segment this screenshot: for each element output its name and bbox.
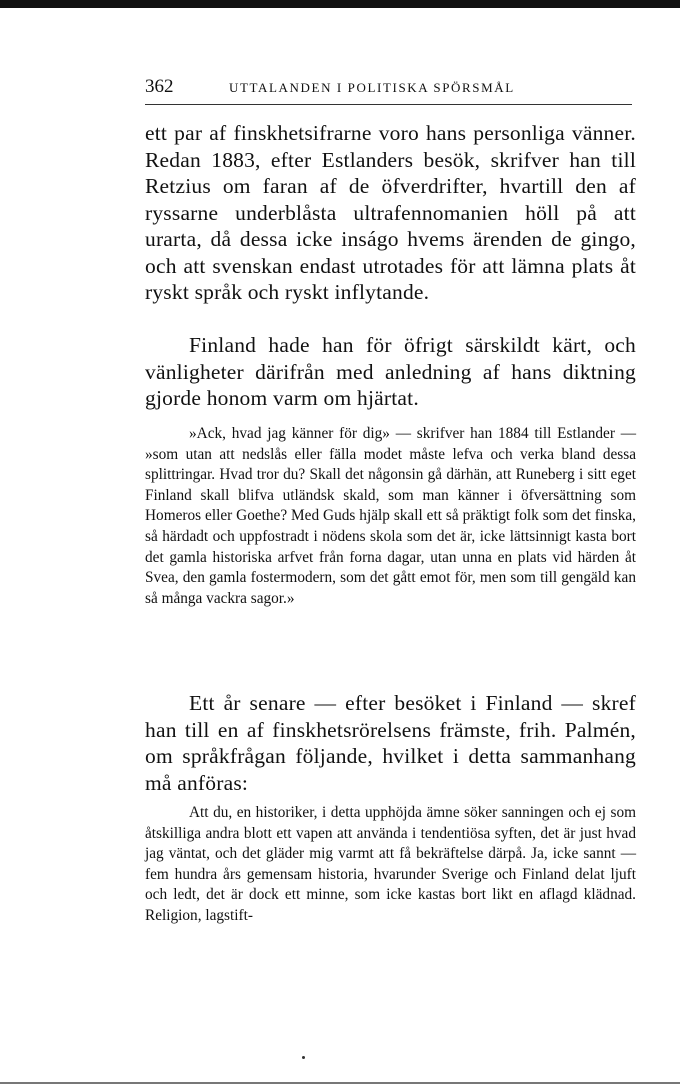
page-top-edge xyxy=(0,0,680,8)
quote-palmen: Att du, en historiker, i detta upphöjda ämne söker sanningen och ej som åtskilliga andra blott ett vapen att använda i tendentiösa syften, det är just hvad jag väntat, och det gläder mig varmt att få bekräftelse därpå. Ja, icke sannt — fem hundra års gemensam historia, hvarunder Sverige och Finland delat ljuft och ledt, det är dock ett minne, som icke kastas bort likt en aflagd klädnad. Religion, lagstift- xyxy=(145,804,636,924)
quote-estlander: »Ack, hvad jag känner för dig» — skrifver han 1884 till Estlander — »som utan att nedslås eller fälla modet måste lefva och verka bland dessa splittringar. Hvad tror du? Skall det någonsin gå därhän, att Runeberg i sitt eget Finland skall blifva utländsk skald, som man känner i öfversättning som Homeros eller Goethe? Med Guds hjälp skall ett så präktigt folk som det finska, så härdadt och uppfostradt i nödens skola som det är, icke lättsinnigt kasta bort det gamla historiska arfvet från forna dagar, utan unna en plats vid härden åt Svea, den gamla fostermodern, som det gått emot för, men som till gengäld kan så många vackra sagor.» xyxy=(145,425,636,607)
header-rule xyxy=(145,104,632,105)
page-bottom-edge xyxy=(0,1082,680,1084)
paragraph-2: Finland hade han för öfrigt särskildt kärt, och vänligheter därifrån med anledning af hans diktning gjorde honom varm om hjärtat. xyxy=(145,333,636,410)
page-mark xyxy=(302,1056,305,1059)
running-title: UTTALANDEN I POLITISKA SPÖRSMÅL xyxy=(229,80,515,95)
paragraph-3: Ett år senare — efter besöket i Finland — skref han till en af finskhetsrörelsens främste, frih. Palmén, om språkfrågan följande, hvilket i detta sammanhang må anföras: xyxy=(145,691,636,795)
page-header xyxy=(145,76,635,98)
paragraph-1: ett par af finskhetsifrarne voro hans personliga vänner. Redan 1883, efter Estlanders besök, skrifver han till Retzius om faran af de öfverdrifter, hvartill den af ryssarne underblåsta ultrafennomanien höll på att urarta, då dessa icke inságo hvems ärenden de gingo, och att svenskan endast utrotades för att lämna plats åt ryskt språk och ryskt inflytande. xyxy=(145,121,636,304)
page-number: 362 xyxy=(145,76,174,97)
